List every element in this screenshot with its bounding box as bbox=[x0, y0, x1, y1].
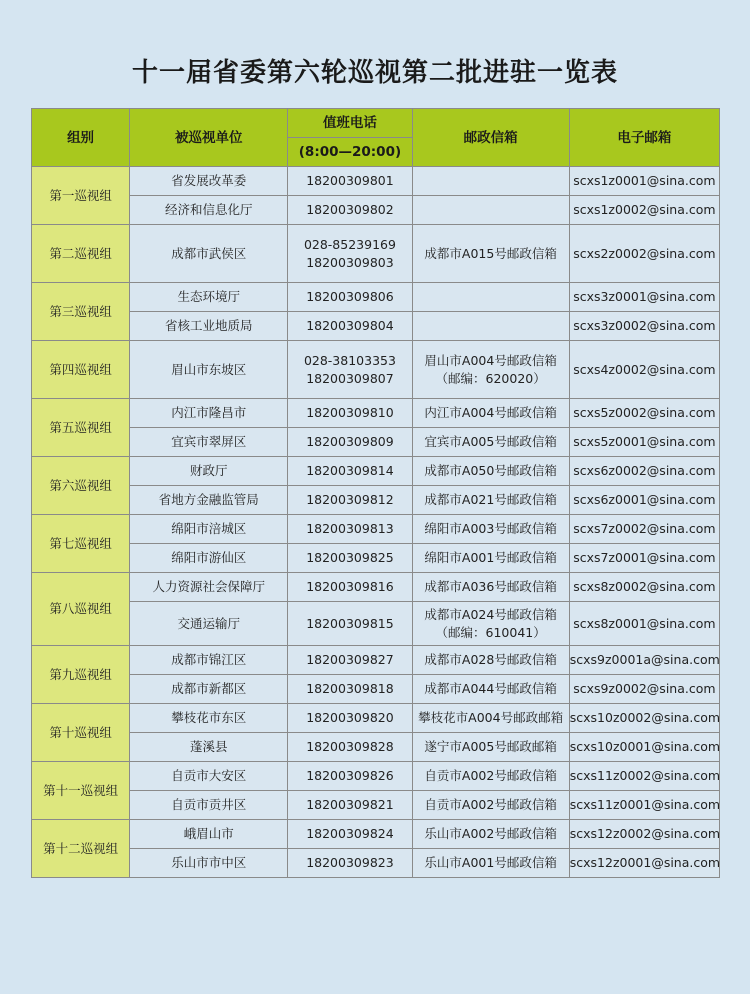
phone-number: 028-38103353 bbox=[303, 352, 396, 368]
mailbox-cell bbox=[412, 167, 569, 196]
unit-cell: 财政厅 bbox=[130, 457, 288, 486]
mailbox-line: 乐山市A002号邮政信箱 bbox=[424, 826, 557, 841]
phone-number: 18200309810 bbox=[306, 405, 394, 420]
phone-cell bbox=[288, 820, 412, 849]
unit-cell: 自贡市大安区 bbox=[130, 762, 288, 791]
header-group: 组别 bbox=[32, 109, 130, 167]
email-cell: scxs12z0001@sina.com bbox=[569, 849, 719, 878]
mailbox-cell bbox=[412, 283, 569, 312]
mailbox-line: 成都市A021号邮政信箱 bbox=[424, 492, 557, 507]
phone-number: 18200309816 bbox=[306, 579, 394, 594]
mailbox-line: 绵阳市A001号邮政信箱 bbox=[424, 550, 557, 565]
email-cell: scxs6z0002@sina.com bbox=[569, 457, 719, 486]
phone-cell bbox=[288, 399, 412, 428]
phone-number: 18200309828 bbox=[306, 739, 394, 754]
phone-number: 18200309823 bbox=[306, 855, 394, 870]
unit-cell: 交通运输厅 bbox=[130, 602, 288, 646]
phone-number: 18200309809 bbox=[306, 434, 394, 449]
mailbox-line: 自贡市A002号邮政信箱 bbox=[424, 797, 557, 812]
mailbox-cell bbox=[412, 704, 569, 733]
email-cell: scxs2z0002@sina.com bbox=[569, 225, 719, 283]
email-cell: scxs1z0001@sina.com bbox=[569, 167, 719, 196]
mailbox-line: 攀枝花市A004号邮政邮箱 bbox=[418, 710, 564, 725]
table-row bbox=[32, 791, 720, 820]
email-cell: scxs6z0001@sina.com bbox=[569, 486, 719, 515]
email-cell: scxs1z0002@sina.com bbox=[569, 196, 719, 225]
mailbox-cell bbox=[412, 399, 569, 428]
mailbox-cell bbox=[412, 849, 569, 878]
mailbox-line: 成都市A015号邮政信箱 bbox=[424, 245, 557, 261]
email-cell: scxs11z0001@sina.com bbox=[569, 791, 719, 820]
table-row bbox=[32, 544, 720, 573]
table-row bbox=[32, 733, 720, 762]
phone-number: 18200309803 bbox=[306, 254, 394, 270]
phone-number: 18200309824 bbox=[306, 826, 394, 841]
mailbox-line: 自贡市A002号邮政信箱 bbox=[424, 768, 557, 783]
phone-number: 18200309826 bbox=[306, 768, 394, 783]
group-cell: 第十巡视组 bbox=[32, 704, 130, 762]
table-row bbox=[32, 312, 720, 341]
phone-cell bbox=[288, 733, 412, 762]
mailbox-cell bbox=[412, 428, 569, 457]
phone-cell bbox=[288, 704, 412, 733]
phone-cell bbox=[288, 515, 412, 544]
table-row bbox=[32, 457, 720, 486]
unit-cell: 眉山市东坡区 bbox=[130, 341, 288, 399]
mailbox-line: 乐山市A001号邮政信箱 bbox=[424, 855, 557, 870]
mailbox-line: 成都市A044号邮政信箱 bbox=[424, 681, 557, 696]
mailbox-line: 成都市A036号邮政信箱 bbox=[424, 579, 557, 594]
phone-number: 18200309821 bbox=[306, 797, 394, 812]
unit-cell: 绵阳市游仙区 bbox=[130, 544, 288, 573]
mailbox-line: 遂宁市A005号邮政邮箱 bbox=[424, 739, 557, 754]
mailbox-cell bbox=[412, 196, 569, 225]
email-cell: scxs10z0001@sina.com bbox=[569, 733, 719, 762]
phone-number: 18200309806 bbox=[306, 289, 394, 304]
phone-number: 18200309827 bbox=[306, 652, 394, 667]
mailbox-cell bbox=[412, 646, 569, 675]
table-row bbox=[32, 675, 720, 704]
phone-number: 18200309815 bbox=[306, 615, 394, 631]
mailbox-cell bbox=[412, 312, 569, 341]
header-mailbox: 邮政信箱 bbox=[412, 109, 569, 167]
phone-cell bbox=[288, 544, 412, 573]
table-row bbox=[32, 225, 720, 283]
phone-cell bbox=[288, 486, 412, 515]
email-cell: scxs9z0002@sina.com bbox=[569, 675, 719, 704]
group-cell: 第四巡视组 bbox=[32, 341, 130, 399]
email-cell: scxs12z0002@sina.com bbox=[569, 820, 719, 849]
table-row bbox=[32, 399, 720, 428]
table-row bbox=[32, 849, 720, 878]
mailbox-line: 成都市A028号邮政信箱 bbox=[424, 652, 557, 667]
table-row bbox=[32, 704, 720, 733]
phone-cell bbox=[288, 457, 412, 486]
phone-cell bbox=[288, 573, 412, 602]
email-cell: scxs8z0002@sina.com bbox=[569, 573, 719, 602]
phone-number: 18200309804 bbox=[306, 318, 394, 333]
unit-cell: 蓬溪县 bbox=[130, 733, 288, 762]
table-row bbox=[32, 341, 720, 399]
page-title: 十一届省委第六轮巡视第二批进驻一览表 bbox=[131, 58, 618, 88]
email-cell: scxs3z0002@sina.com bbox=[569, 312, 719, 341]
phone-cell bbox=[288, 675, 412, 704]
table-row bbox=[32, 646, 720, 675]
phone-cell bbox=[288, 762, 412, 791]
header-unit: 被巡视单位 bbox=[130, 109, 288, 167]
table-row bbox=[32, 762, 720, 791]
email-cell: scxs5z0002@sina.com bbox=[569, 399, 719, 428]
unit-cell: 经济和信息化厅 bbox=[130, 196, 288, 225]
table-row bbox=[32, 196, 720, 225]
unit-cell: 成都市新都区 bbox=[130, 675, 288, 704]
group-cell: 第七巡视组 bbox=[32, 515, 130, 573]
table-row bbox=[32, 515, 720, 544]
mailbox-cell bbox=[412, 544, 569, 573]
header-phone-hours: (8:00—20:00) bbox=[288, 138, 412, 167]
phone-cell bbox=[288, 225, 412, 283]
mailbox-line: 内江市A004号邮政信箱 bbox=[424, 405, 557, 420]
email-cell: scxs4z0002@sina.com bbox=[569, 341, 719, 399]
group-cell: 第二巡视组 bbox=[32, 225, 130, 283]
phone-number: 18200309818 bbox=[306, 681, 394, 696]
group-cell: 第三巡视组 bbox=[32, 283, 130, 341]
email-cell: scxs8z0001@sina.com bbox=[569, 602, 719, 646]
phone-cell bbox=[288, 602, 412, 646]
email-cell: scxs11z0002@sina.com bbox=[569, 762, 719, 791]
table-row bbox=[32, 602, 720, 646]
mailbox-line: （邮编：610041） bbox=[435, 624, 546, 640]
unit-cell: 绵阳市涪城区 bbox=[130, 515, 288, 544]
unit-cell: 乐山市市中区 bbox=[130, 849, 288, 878]
mailbox-cell bbox=[412, 602, 569, 646]
phone-cell bbox=[288, 428, 412, 457]
mailbox-cell bbox=[412, 515, 569, 544]
email-cell: scxs3z0001@sina.com bbox=[569, 283, 719, 312]
group-cell: 第五巡视组 bbox=[32, 399, 130, 457]
unit-cell: 人力资源社会保障厅 bbox=[130, 573, 288, 602]
unit-cell: 成都市锦江区 bbox=[130, 646, 288, 675]
header-email: 电子邮箱 bbox=[569, 109, 719, 167]
phone-cell bbox=[288, 196, 412, 225]
mailbox-cell bbox=[412, 733, 569, 762]
group-cell: 第十一巡视组 bbox=[32, 762, 130, 820]
email-cell: scxs10z0002@sina.com bbox=[569, 704, 719, 733]
phone-cell bbox=[288, 849, 412, 878]
email-cell: scxs7z0002@sina.com bbox=[569, 515, 719, 544]
unit-cell: 攀枝花市东区 bbox=[130, 704, 288, 733]
phone-number: 18200309814 bbox=[306, 463, 394, 478]
mailbox-cell bbox=[412, 762, 569, 791]
mailbox-line: （邮编：620020） bbox=[435, 370, 546, 386]
phone-cell bbox=[288, 791, 412, 820]
unit-cell: 生态环境厅 bbox=[130, 283, 288, 312]
phone-number: 18200309820 bbox=[306, 710, 394, 725]
email-cell: scxs9z0001a@sina.com bbox=[569, 646, 719, 675]
mailbox-line: 眉山市A004号邮政信箱 bbox=[424, 352, 557, 368]
mailbox-line: 成都市A024号邮政信箱 bbox=[424, 606, 557, 622]
mailbox-line: 成都市A050号邮政信箱 bbox=[424, 463, 557, 478]
group-cell: 第十二巡视组 bbox=[32, 820, 130, 878]
unit-cell: 省发展改革委 bbox=[130, 167, 288, 196]
phone-number: 18200309813 bbox=[306, 521, 394, 536]
unit-cell: 省地方金融监管局 bbox=[130, 486, 288, 515]
unit-cell: 自贡市贡井区 bbox=[130, 791, 288, 820]
mailbox-cell bbox=[412, 791, 569, 820]
mailbox-cell bbox=[412, 225, 569, 283]
table-row bbox=[32, 820, 720, 849]
mailbox-cell bbox=[412, 486, 569, 515]
unit-cell: 成都市武侯区 bbox=[130, 225, 288, 283]
group-cell: 第九巡视组 bbox=[32, 646, 130, 704]
phone-number: 18200309807 bbox=[306, 370, 394, 386]
phone-number: 18200309801 bbox=[306, 173, 394, 188]
group-cell: 第八巡视组 bbox=[32, 573, 130, 646]
group-cell: 第六巡视组 bbox=[32, 457, 130, 515]
phone-number: 18200309825 bbox=[306, 550, 394, 565]
phone-cell bbox=[288, 341, 412, 399]
mailbox-cell bbox=[412, 457, 569, 486]
table-row bbox=[32, 573, 720, 602]
phone-cell bbox=[288, 167, 412, 196]
phone-cell bbox=[288, 283, 412, 312]
table-row bbox=[32, 486, 720, 515]
mailbox-cell bbox=[412, 820, 569, 849]
table-row bbox=[32, 167, 720, 196]
unit-cell: 峨眉山市 bbox=[130, 820, 288, 849]
header-phone: 值班电话 bbox=[288, 109, 412, 138]
table-row bbox=[32, 428, 720, 457]
phone-number: 028-85239169 bbox=[303, 236, 396, 252]
email-cell: scxs5z0001@sina.com bbox=[569, 428, 719, 457]
unit-cell: 宜宾市翠屏区 bbox=[130, 428, 288, 457]
mailbox-cell bbox=[412, 573, 569, 602]
phone-cell bbox=[288, 646, 412, 675]
email-cell: scxs7z0001@sina.com bbox=[569, 544, 719, 573]
phone-cell bbox=[288, 312, 412, 341]
table-body bbox=[32, 167, 720, 878]
assignment-table bbox=[31, 108, 720, 878]
mailbox-cell bbox=[412, 675, 569, 704]
unit-cell: 内江市隆昌市 bbox=[130, 399, 288, 428]
group-cell: 第一巡视组 bbox=[32, 167, 130, 225]
mailbox-line: 绵阳市A003号邮政信箱 bbox=[424, 521, 557, 536]
phone-number: 18200309812 bbox=[306, 492, 394, 507]
phone-number: 18200309802 bbox=[306, 202, 394, 217]
mailbox-line: 宜宾市A005号邮政信箱 bbox=[424, 434, 557, 449]
mailbox-cell bbox=[412, 341, 569, 399]
unit-cell: 省核工业地质局 bbox=[130, 312, 288, 341]
table-row bbox=[32, 283, 720, 312]
